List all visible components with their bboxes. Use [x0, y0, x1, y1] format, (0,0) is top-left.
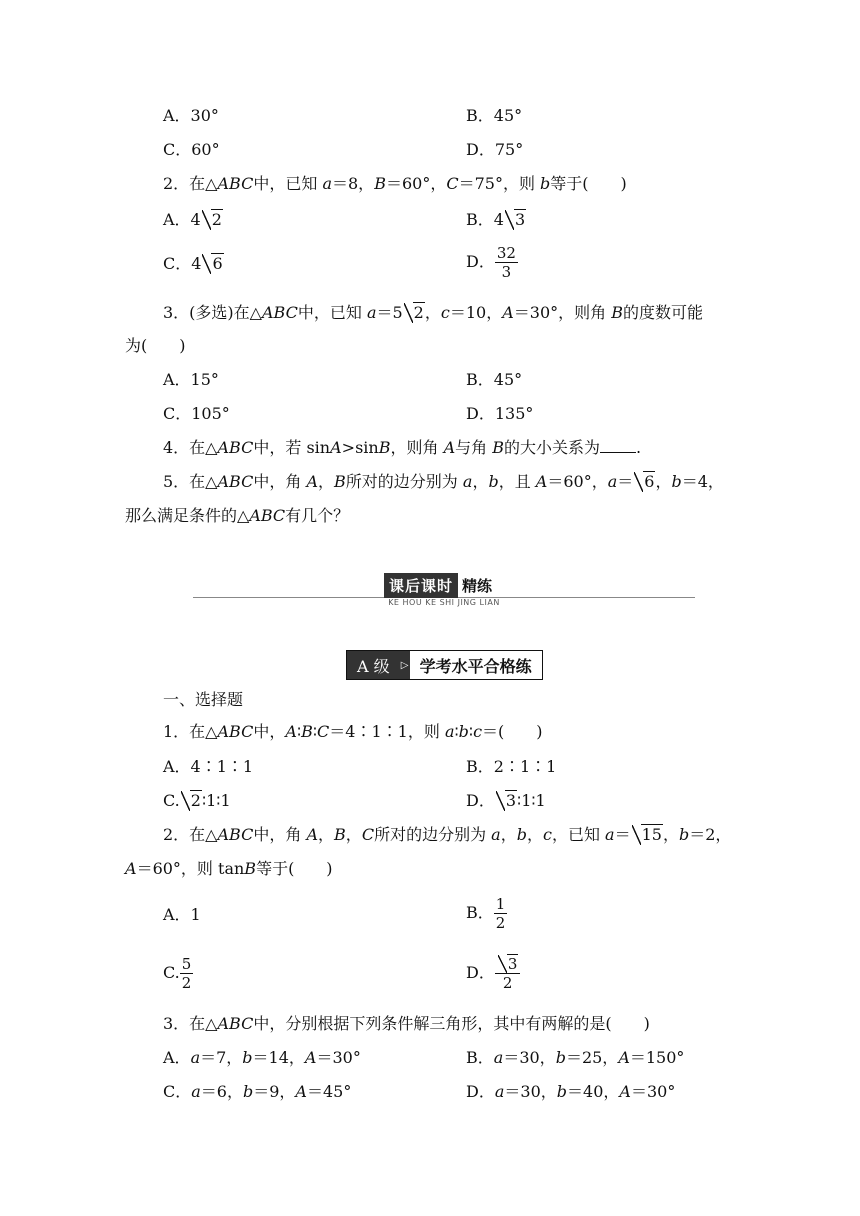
q2-option-d: D． $\frac{32}{3}$	[466, 244, 516, 281]
q2-option-b: B．4 3	[466, 210, 526, 229]
banner-dark-label: 课后课时	[384, 573, 458, 598]
sqrt-symbol: 3	[505, 210, 526, 230]
fraction: $\frac{3}{2}$	[495, 955, 521, 992]
section-banner	[193, 568, 695, 608]
sqrt-symbol: 6	[202, 254, 223, 274]
question-3-line-2: 为( )	[125, 336, 186, 355]
b2-q1-option-d: D． 3∶1∶1	[466, 791, 546, 810]
q3-option-c: C．105°	[163, 404, 230, 423]
sqrt-symbol: 2	[181, 791, 202, 811]
banner-light-label: 精练	[462, 576, 493, 595]
sqrt-symbol: 2	[202, 210, 223, 230]
b2-q1-option-c: C. 2∶1∶1	[163, 791, 231, 810]
q3-option-b: B．45°	[466, 370, 523, 389]
b2-question-2-line-2: A＝60°，则 tanB等于( )	[125, 859, 333, 878]
section-title: 一、选择题	[163, 690, 244, 709]
q1-option-c: C．60°	[163, 140, 220, 159]
question-4: 4．在△ABC中，若 sinA>sinB，则角 A与角 B的大小关系为 .	[163, 438, 642, 457]
b2-q1-option-b: B．2∶1∶1	[466, 757, 557, 776]
fraction: $\frac{32}{3}$	[496, 244, 516, 281]
level-label: A 级	[347, 651, 400, 679]
question-2: 2．在△ABC中，已知 a＝8，B＝60°，C＝75°，则 b等于( )	[163, 174, 627, 193]
b2-q3-option-a: A．a＝7，b＝14，A＝30°	[163, 1048, 361, 1067]
sqrt-symbol: 2	[404, 303, 425, 323]
q1-option-a: A．30°	[163, 106, 219, 125]
q2-option-a: A．4 2	[163, 210, 222, 229]
sqrt-symbol: 6	[634, 472, 655, 492]
b2-question-3: 3．在△ABC中，分别根据下列条件解三角形，其中有两解的是( )	[163, 1014, 650, 1033]
b2-q3-option-c: C．a＝6，b＝9，A＝45°	[163, 1082, 352, 1101]
b2-q2-option-d: D． $\frac{3}{2}$	[466, 955, 520, 992]
sqrt-symbol: 15	[632, 825, 663, 845]
q2-option-c: C．4 6	[163, 254, 223, 273]
banner-pinyin: KE HOU KE SHI JING LIAN	[388, 598, 500, 607]
question-3: 3．(多选)在△ABC中，已知 a＝5 2，c＝10，A＝30°，则角 B的度数可能	[163, 303, 704, 322]
sqrt-symbol: 3	[496, 791, 517, 811]
level-header	[346, 650, 543, 680]
b2-q3-option-b: B．a＝30，b＝25，A＝150°	[466, 1048, 685, 1067]
b2-q2-option-c: C. $\frac{5}{2}$	[163, 955, 192, 992]
b2-q3-option-d: D．a＝30，b＝40，A＝30°	[466, 1082, 676, 1101]
q1-option-b: B．45°	[466, 106, 523, 125]
b2-question-2: 2．在△ABC中，角 A，B，C所对的边分别为 a，b，c，已知 a＝ 15，b＝2，	[163, 825, 732, 844]
b2-question-1: 1．在△ABC中，A∶B∶C＝4∶1∶1，则 a∶b∶c＝( )	[163, 722, 543, 741]
b2-q2-option-b: B． $\frac{1}{2}$	[466, 895, 506, 932]
question-5: 5．在△ABC中，角 A，B所对的边分别为 a，b，且 A＝60°，a＝ 6，b＝4，	[163, 472, 724, 491]
answer-blank	[600, 438, 636, 453]
q1-option-d: D．75°	[466, 140, 524, 159]
level-title: 学考水平合格练	[419, 656, 532, 676]
b2-q1-option-a: A．4∶1∶1	[163, 757, 254, 776]
b2-q2-option-a: A．1	[163, 905, 201, 924]
q3-option-a: A．15°	[163, 370, 219, 389]
fraction: $\frac{1}{2}$	[495, 895, 506, 932]
arrow-icon: ▷	[400, 651, 410, 679]
fraction: $\frac{5}{2}$	[181, 955, 192, 992]
sqrt-symbol: 3	[498, 955, 519, 973]
q3-option-d: D．135°	[466, 404, 534, 423]
question-5-line-2: 那么满足条件的△ABC有几个？	[125, 506, 350, 525]
